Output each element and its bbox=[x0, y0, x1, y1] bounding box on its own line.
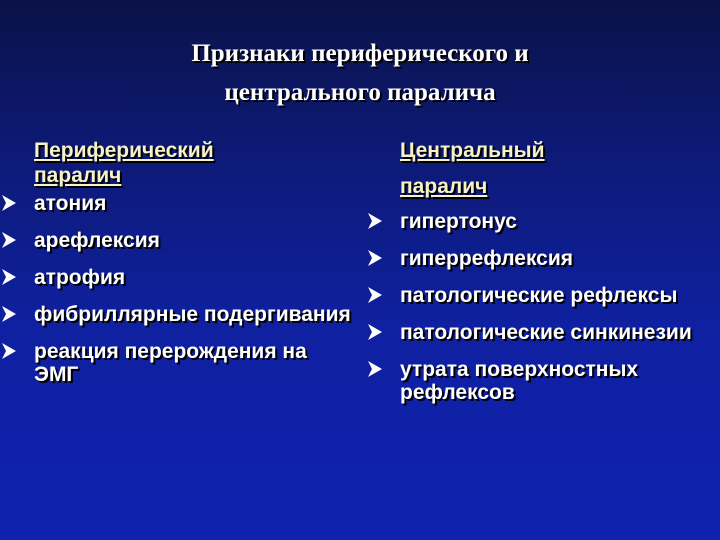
arrowhead-bullet-icon bbox=[368, 287, 382, 303]
list-item-text: арефлексия bbox=[34, 229, 160, 252]
arrowhead-bullet-icon bbox=[2, 269, 16, 285]
list-item-text: гипертонус bbox=[400, 210, 517, 233]
central-paralysis-heading bbox=[400, 138, 700, 199]
arrowhead-bullet-icon bbox=[368, 324, 382, 340]
list-item-text: атрофия bbox=[34, 266, 126, 289]
central-signs-list bbox=[400, 210, 700, 404]
list-item-text: патологические синкинезии bbox=[400, 321, 692, 344]
arrowhead-bullet-icon bbox=[2, 343, 16, 359]
list-item-text: реакция перерождения на ЭМГ bbox=[34, 340, 307, 386]
peripheral-paralysis-column bbox=[34, 138, 354, 400]
central-heading-line-2: паралич bbox=[400, 175, 488, 198]
list-item bbox=[34, 192, 354, 215]
list-item bbox=[34, 303, 354, 326]
slide-title-line-1: Признаки периферического и bbox=[191, 40, 529, 67]
peripheral-heading-line-2: паралич bbox=[34, 164, 122, 187]
list-item bbox=[400, 284, 700, 307]
peripheral-signs-list bbox=[34, 192, 354, 386]
list-item bbox=[34, 266, 354, 289]
arrowhead-bullet-icon bbox=[2, 195, 16, 211]
list-item-text: утрата поверхностных рефлексов bbox=[400, 358, 639, 404]
slide-title-line-2: центрального паралича bbox=[224, 79, 496, 106]
peripheral-paralysis-heading bbox=[34, 138, 354, 188]
list-item bbox=[34, 340, 354, 386]
slide-title bbox=[0, 34, 720, 112]
list-item-text: патологические рефлексы bbox=[400, 284, 678, 307]
arrowhead-bullet-icon bbox=[368, 213, 382, 229]
list-item bbox=[400, 247, 700, 270]
central-paralysis-column bbox=[400, 138, 700, 418]
arrowhead-bullet-icon bbox=[2, 306, 16, 322]
central-heading-line-1: Центральный bbox=[400, 139, 545, 162]
list-item-text: атония bbox=[34, 192, 107, 215]
arrowhead-bullet-icon bbox=[2, 232, 16, 248]
list-item bbox=[400, 210, 700, 233]
list-item bbox=[400, 321, 700, 344]
list-item-text: гиперрефлексия bbox=[400, 247, 574, 270]
list-item bbox=[34, 229, 354, 252]
arrowhead-bullet-icon bbox=[368, 361, 382, 377]
list-item bbox=[400, 358, 700, 404]
list-item-text: фибриллярные подергивания bbox=[34, 303, 351, 326]
arrowhead-bullet-icon bbox=[368, 250, 382, 266]
peripheral-heading-line-1: Периферический bbox=[34, 139, 214, 162]
